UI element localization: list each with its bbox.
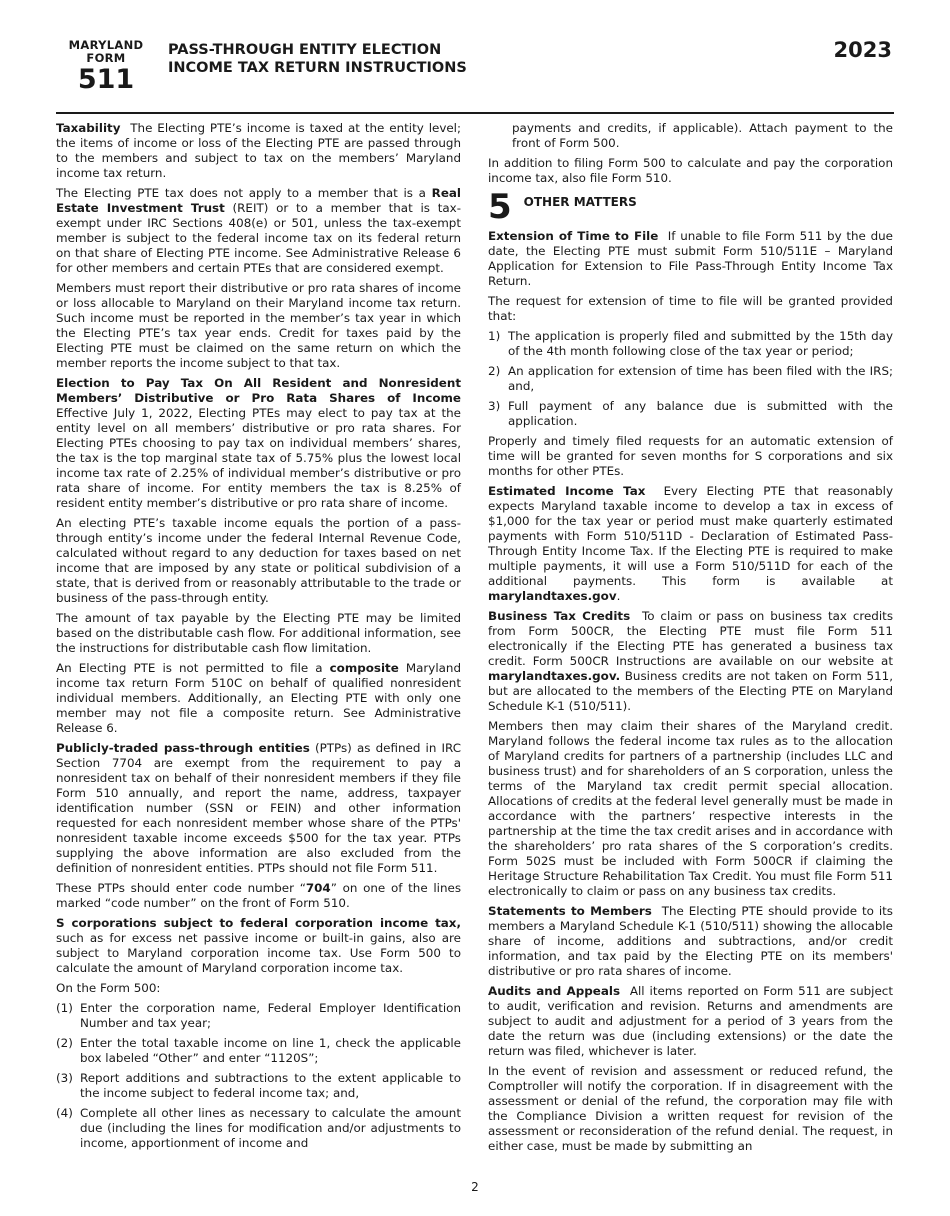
credits-heading: Business Tax Credits	[488, 609, 631, 623]
amount-paragraph: The amount of tax payable by the Electing PTE may be limited based on the distributable cash flow. For additional information, see the instructions for distributable cash flow limitation.	[56, 611, 461, 655]
page-header	[56, 36, 894, 114]
audits-text: All items reported on Form 511 are subject to audit, verification and revision. Returns and amendments are subject to audit and adjustment for a period of 3 years from the date the return was due (including extensions) or the date the return was filed, whichever is later.	[488, 984, 893, 1058]
section-number: 5	[488, 187, 512, 227]
ptp-paragraph	[56, 741, 461, 876]
timely-paragraph: Properly and timely filed requests for an automatic extension of time will be granted for seven months for S corporations and six months for other PTEs.	[488, 434, 893, 478]
election-paragraph	[56, 376, 461, 511]
code-paragraph	[56, 881, 461, 911]
taxable-income-paragraph: An electing PTE’s taxable income equals the portion of a pass-through entity’s income under the federal Internal Revenue Code, calculated without regard to any deduction for taxes based on net income that are imposed by any state or political subdivision of a state, that is derived from or reasonably attributable to the trade or business of the pass-through entity.	[56, 516, 461, 605]
list-text: Full payment of any balance due is submitted with the application.	[508, 399, 893, 428]
website-link[interactable]: marylandtaxes.gov	[488, 589, 617, 603]
statements-paragraph	[488, 904, 893, 979]
reit-paragraph	[56, 186, 461, 276]
list-text: Enter the corporation name, Federal Employer Identification Number and tax year;	[80, 1001, 461, 1030]
taxability-heading: Taxability	[56, 121, 121, 135]
list-item	[56, 1036, 461, 1066]
on-form-label: On the Form 500:	[56, 981, 161, 995]
tax-year: 2023	[833, 38, 892, 62]
list-number: (3)	[56, 1071, 73, 1085]
page-number: 2	[471, 1180, 479, 1194]
composite-text-a: An Electing PTE is not permitted to file a	[56, 661, 330, 675]
list-text: Report additions and subtractions to the extent applicable to the income subject to federal income tax; and,	[80, 1071, 461, 1100]
composite-text-c: Maryland income tax return Form 510C on behalf of qualified nonresident individual members. Additionally, an Electing PTE with only one member may not file a composite return. See Administrative Release 6.	[56, 661, 461, 735]
list-text: The application is properly filed and submitted by the 15th day of the 4th month following close of the tax year or period;	[508, 329, 893, 358]
claim-paragraph: Members then may claim their shares of the Maryland credit. Maryland follows the federal income tax rules as to the allocation of Maryland credits for partners of a partnership (includes LLC and business trust) and for shareholders of an S corporation, unless the terms of the Maryland tax credit permit special allocation. Allocations of credits at the federal level generally must be made in accordance with the partners’ respective interests in the partnership at the time the tax credit arises and in accordance with the shareholders’ pro rata shares of the S corporation’s credits. Form 502S must be included with Form 500CR if claiming the Heritage Structure Rehabilitation Tax Credit. You must file Form 511 electronically to claim or pass on any business tax credits.	[488, 719, 893, 898]
form-label: FORM	[86, 51, 126, 65]
composite-paragraph	[56, 661, 461, 736]
list-text: An application for extension of time has been filed with the IRS; and,	[508, 364, 893, 393]
credits-text: To claim or pass on business tax credits from Form 500CR, the Electing PTE must file Form 511 electronically if the Electing PTE has generated a business tax credit. Form 500CR Instructions are available on our website at	[488, 609, 894, 668]
list-number: 2)	[488, 364, 501, 378]
left-column	[56, 121, 461, 1156]
statements-heading: Statements to Members	[488, 904, 652, 918]
right-column	[488, 121, 893, 1159]
title-line-1: PASS-THROUGH ENTITY ELECTION	[168, 42, 442, 58]
taxability-paragraph	[56, 121, 461, 181]
list-item	[488, 399, 893, 429]
extension-paragraph	[488, 229, 893, 289]
state-label: MARYLAND	[68, 38, 144, 52]
list-item	[56, 1071, 461, 1101]
members-paragraph: Members must report their distributive or pro rata shares of income or loss allocable to Maryland on their Maryland income tax return. Such income must be reported in the member’s tax year in which the Electing PTE’s tax year ends. Credit for taxes paid by the Electing PTE must be claimed on the same return on which the member reports the income subject to that tax.	[56, 281, 461, 370]
audits-heading: Audits and Appeals	[488, 984, 621, 998]
list-number: (4)	[56, 1106, 73, 1120]
section-heading	[488, 187, 893, 227]
credits-paragraph	[488, 609, 893, 714]
website-link[interactable]: marylandtaxes.gov.	[488, 669, 621, 683]
estimated-heading: Estimated Income Tax	[488, 484, 646, 498]
extension-heading: Extension of Time to File	[488, 229, 659, 243]
election-text: Effective July 1, 2022, Electing PTEs may elect to pay tax at the entity level on all members’ distributive or pro rata shares. For Electing PTEs choosing to pay tax on individual members’ shares, the tax is the top marginal state tax of 5.75% plus the lowest local income tax rate of 2.25% of individual member’s distributive or pro rata share of income. For entity members the tax is 8.25% of resident entity member’s distributive or pro rata share of income.	[56, 406, 461, 510]
statements-text: The Electing PTE should provide to its members a Maryland Schedule K-1 (510/511) showing the allocable share of income, additions and subtractions, and/or credit information, and tax paid by the Electing PTE on its members' distributive or pro rata shares of income.	[488, 904, 894, 978]
list-item	[56, 1001, 461, 1031]
ptp-heading: Publicly-traded pass-through entities	[56, 741, 310, 755]
estimated-end: .	[616, 589, 621, 603]
code-text-a: These PTPs should enter code number “	[56, 881, 306, 895]
scorp-text: such as for excess net passive income or built-in gains, also are subject to Maryland corporation income tax. Use Form 500 to calculate the amount of Maryland corporation income tax.	[56, 931, 461, 975]
code-text-c: ” on one of the lines marked “code number” on the front of Form 510.	[56, 881, 462, 910]
reit-term: Real Estate Investment Trust	[56, 186, 461, 215]
election-heading: Election to Pay Tax On All Resident and Nonresident Members’ Distributive or Pro Rata Shares of Income	[56, 376, 461, 405]
form-id-block	[56, 39, 156, 94]
form-number: 511	[77, 64, 135, 95]
composite-term: composite	[329, 661, 399, 675]
scorp-paragraph	[56, 916, 461, 976]
audits-paragraph	[488, 984, 893, 1059]
extension-text: If unable to file Form 511 by the due date, the Electing PTE must submit Form 510/511E – Maryland Application for Extension to File Pass-Through Entity Income Tax Return.	[488, 229, 894, 288]
ptp-text: (PTPs) as defined in IRC Section 7704 are exempt from the requirement to pay a nonresident tax on behalf of their nonresident members if they file Form 510 annually, and report the name, address, taxpayer identification number (SSN or FEIN) and other information requested for each nonresident member whose share of the PTPs' nonresident taxable income exceeds $500 for the tax year. PTPs supplying the above information are also excluded from the definition of nonresident entities. PTPs should not file Form 511.	[56, 741, 461, 875]
estimated-text: Every Electing PTE that reasonably expects Maryland taxable income to develop a tax in excess of $1,000 for the tax year or period must make quarterly estimated payments with Form 510/511D - Declaration of Estimated Pass-Through Entity Income Tax. If the Electing PTE is required to make multiple payments, it will use a Form 510/511D for each of the additional payments. This form is available at	[488, 484, 893, 588]
list-text: Complete all other lines as necessary to calculate the amount due (including the lines for modification and/or adjustments to income, apportionment of income and	[80, 1106, 461, 1150]
list-number: (1)	[56, 1001, 73, 1015]
reit-text-a: The Electing PTE tax does not apply to a member that is a	[56, 186, 432, 200]
credits-end: Business credits are not taken on Form 511, but are allocated to the members of the Electing PTE on Maryland Schedule K-1 (510/511).	[488, 669, 893, 713]
request-paragraph: The request for extension of time to file will be granted provided that:	[488, 294, 893, 323]
addition-paragraph: In addition to filing Form 500 to calculate and pay the corporation income tax, also file Form 510.	[488, 156, 893, 185]
reit-text-c: (REIT) or to a member that is tax-exempt under IRC Sections 408(e) or 501, unless the tax-exempt member is subject to the federal income tax on its federal return on that share of Electing PTE income. See Administrative Release 6 for other members and certain PTEs that are considered exempt.	[56, 201, 461, 275]
list-text: Enter the total taxable income on line 1, check the applicable box labeled “Other” and enter “1120S”;	[80, 1036, 461, 1065]
list-number: 1)	[488, 329, 501, 343]
scorp-heading: S corporations subject to federal corporation income tax,	[56, 916, 461, 930]
list-item	[488, 329, 893, 359]
page-title	[168, 41, 467, 77]
list-number: 3)	[488, 399, 501, 413]
code-number: 704	[305, 881, 331, 895]
list-item	[488, 364, 893, 394]
list-continuation: payments and credits, if applicable). Attach payment to the front of Form 500.	[512, 121, 893, 150]
list-item	[56, 1106, 461, 1151]
list-number: (2)	[56, 1036, 73, 1050]
revision-paragraph: In the event of revision and assessment or reduced refund, the Comptroller will notify the corporation. If in disagreement with the assessment or denial of the refund, the corporation may file with the Compliance Division a written request for revision of the assessment or reconsideration of the refund denial. The request, in either case, must be made by submitting an	[488, 1064, 893, 1153]
taxability-text: The Electing PTE’s income is taxed at the entity level; the items of income or loss of the Electing PTE are passed through to the members and subject to tax on the members’ Maryland income tax return.	[56, 121, 461, 180]
section-label: OTHER MATTERS	[523, 195, 637, 209]
estimated-paragraph	[488, 484, 893, 604]
title-line-2: INCOME TAX RETURN INSTRUCTIONS	[168, 60, 467, 76]
